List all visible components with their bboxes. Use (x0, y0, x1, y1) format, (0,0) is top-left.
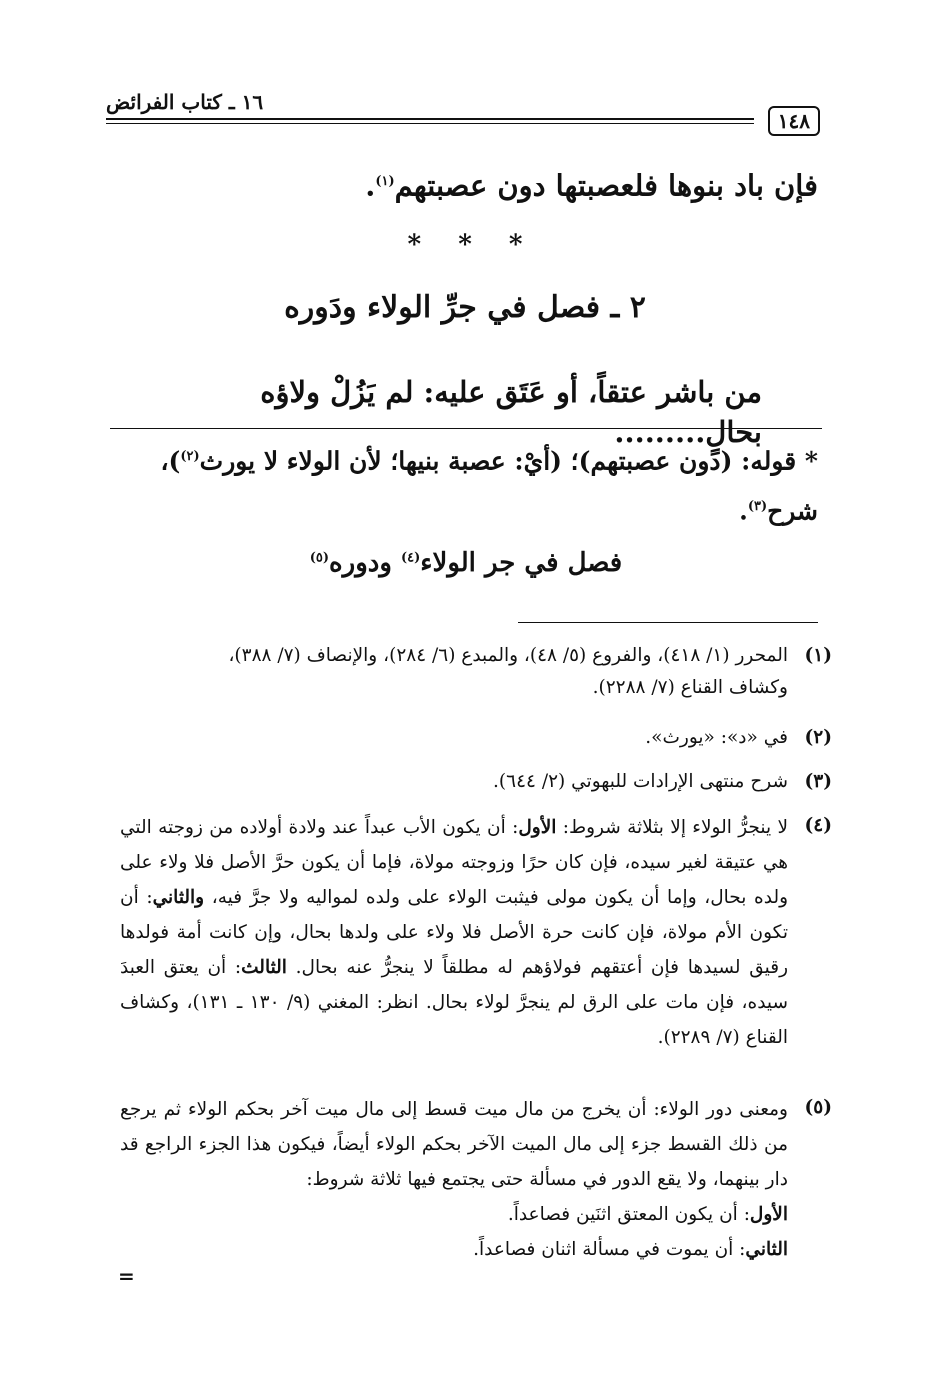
commentary-heading (110, 548, 822, 578)
footnote-text: : أن تكون الأم مولاة، فإن كانت حرة الأصل فلا ولاء على ولدها بحال، وإن كانت أمة فولدها رقيق لسيدها فإن أعتقهم فولاؤهم له مطلقاً لا ينجرُّ عنه بحال. (120, 887, 789, 978)
punctuation: . (365, 168, 376, 203)
main-text-line-1 (128, 162, 818, 206)
footnote-text: : أن يكون الأب عبداً عند ولادة أولاده من زوجته التي هي عتيقة لغير سيده، فإن كان حرًا وزوجته مولاة، فإما أن يكون حرَّ الأصل فلا ولاء على ولده بحال، وإما أن يكون مولى فيثبت الولاء على ولده لمواليه ولا جرَّ فيه، (120, 817, 789, 908)
footnote-body (120, 1092, 788, 1267)
commentary-text: * قوله: (دون عصبتهم)؛ (أيْ: عصبة بنيها؛ لأن الولاء لا يورث (199, 446, 818, 476)
bold-term: والثاني (152, 887, 205, 908)
header-rule (106, 118, 754, 120)
footnote-number: (١) (804, 645, 832, 666)
page-number: ١٤٨ (768, 106, 820, 136)
footnote-2 (120, 722, 832, 754)
header-rule-thin (106, 123, 754, 124)
commentary-text: شرح (767, 496, 818, 526)
main-text: فإن باد بنوها فلعصبتها دون عصبتهم (394, 168, 818, 203)
footnote-text: شرح منتهى الإرادات للبهوتي (٢/ ٦٤٤). (493, 771, 788, 792)
text-divider (110, 428, 822, 429)
page-header (106, 92, 820, 132)
footnote-text: المحرر (١/ ٤١٨)، والفروع (٥/ ٤٨)، والمبدع (٦/ ٢٨٤)، والإنصاف (٧/ ٣٨٨)، (228, 645, 788, 666)
section-title: ٢ ـ فصل في جرِّ الولاء ودَوره (284, 290, 646, 325)
footnote-ref: (٥) (309, 550, 330, 566)
footnote-3 (120, 766, 832, 798)
footnote-text: وكشاف القناع (٧/ ٢٢٨٨). (592, 677, 788, 698)
commentary-line-1 (118, 440, 818, 478)
footnote-ref: (٣) (747, 499, 768, 514)
bold-term: الأول (749, 1204, 788, 1225)
footnote-text: : أن يموت في مسألة اثنان فصاعداً. (473, 1239, 746, 1260)
running-head: ١٦ ـ كتاب الفرائض (106, 90, 264, 114)
commentary-line-2 (118, 490, 818, 528)
condition-2 (120, 1232, 788, 1267)
footnote-ref: (١) (375, 174, 395, 189)
bold-term: الثاني (745, 1239, 788, 1260)
heading-text: ودوره (329, 548, 401, 578)
bold-term: الأول (518, 817, 557, 838)
main-text: من باشر عتقاً، أو عَتَق عليه: لم يَزُلْ ولاؤه بحالٍ (260, 375, 762, 449)
continuation-mark: = (118, 1264, 135, 1288)
punctuation: )، (160, 446, 181, 476)
footnote-5 (120, 1092, 832, 1267)
section-separator: * * * (407, 230, 537, 260)
footnote-ref: (٤) (400, 550, 421, 566)
footnote-number: (٢) (804, 727, 832, 748)
punctuation: . (739, 496, 748, 526)
footnote-number: (٣) (804, 771, 832, 792)
footnote-number: (٥) (804, 1097, 832, 1118)
footnote-text: : أن يكون المعتق اثنَين فصاعداً. (507, 1204, 750, 1225)
footnote-text: ومعنى دور الولاء: أن يخرج من مال ميت قسط إلى مال ميت آخر بحكم الولاء ثم يرجع من ذلك القسط جزء إلى مال الميت الآخر بحكم الولاء أيضاً، فيكون هذا الجزء الراجع قد دار بينهما، ولا يقع الدور في مسألة حتى يجتمع فيها ثلاثة شروط: (120, 1099, 788, 1190)
condition-1 (120, 1197, 788, 1232)
footnote-text: لا ينجرُّ الولاء إلا بثلاثة شروط: (556, 817, 788, 838)
footnote-rule (518, 622, 818, 623)
continuation-dots: ......... (614, 415, 706, 449)
footnote-number: (٤) (804, 815, 832, 836)
footnote-text: في «د»: «يورث». (645, 727, 788, 748)
footnote-1 (120, 640, 832, 704)
heading-text: فصل في جر الولاء (420, 548, 623, 578)
footnote-body (120, 810, 788, 1055)
bold-term: الثالث (241, 957, 287, 978)
footnote-ref: (٢) (180, 449, 200, 464)
footnote-text: : أن يعتق العبدَ سيده، فإن مات على الرق لم ينجرَّ لولاء بحال. انظر: المغني (٩/ ١٣٠ ـ ١٣١)، وكشاف القناع (٧/ ٢٢٨٩). (120, 957, 788, 1048)
footnote-4 (120, 810, 832, 1055)
